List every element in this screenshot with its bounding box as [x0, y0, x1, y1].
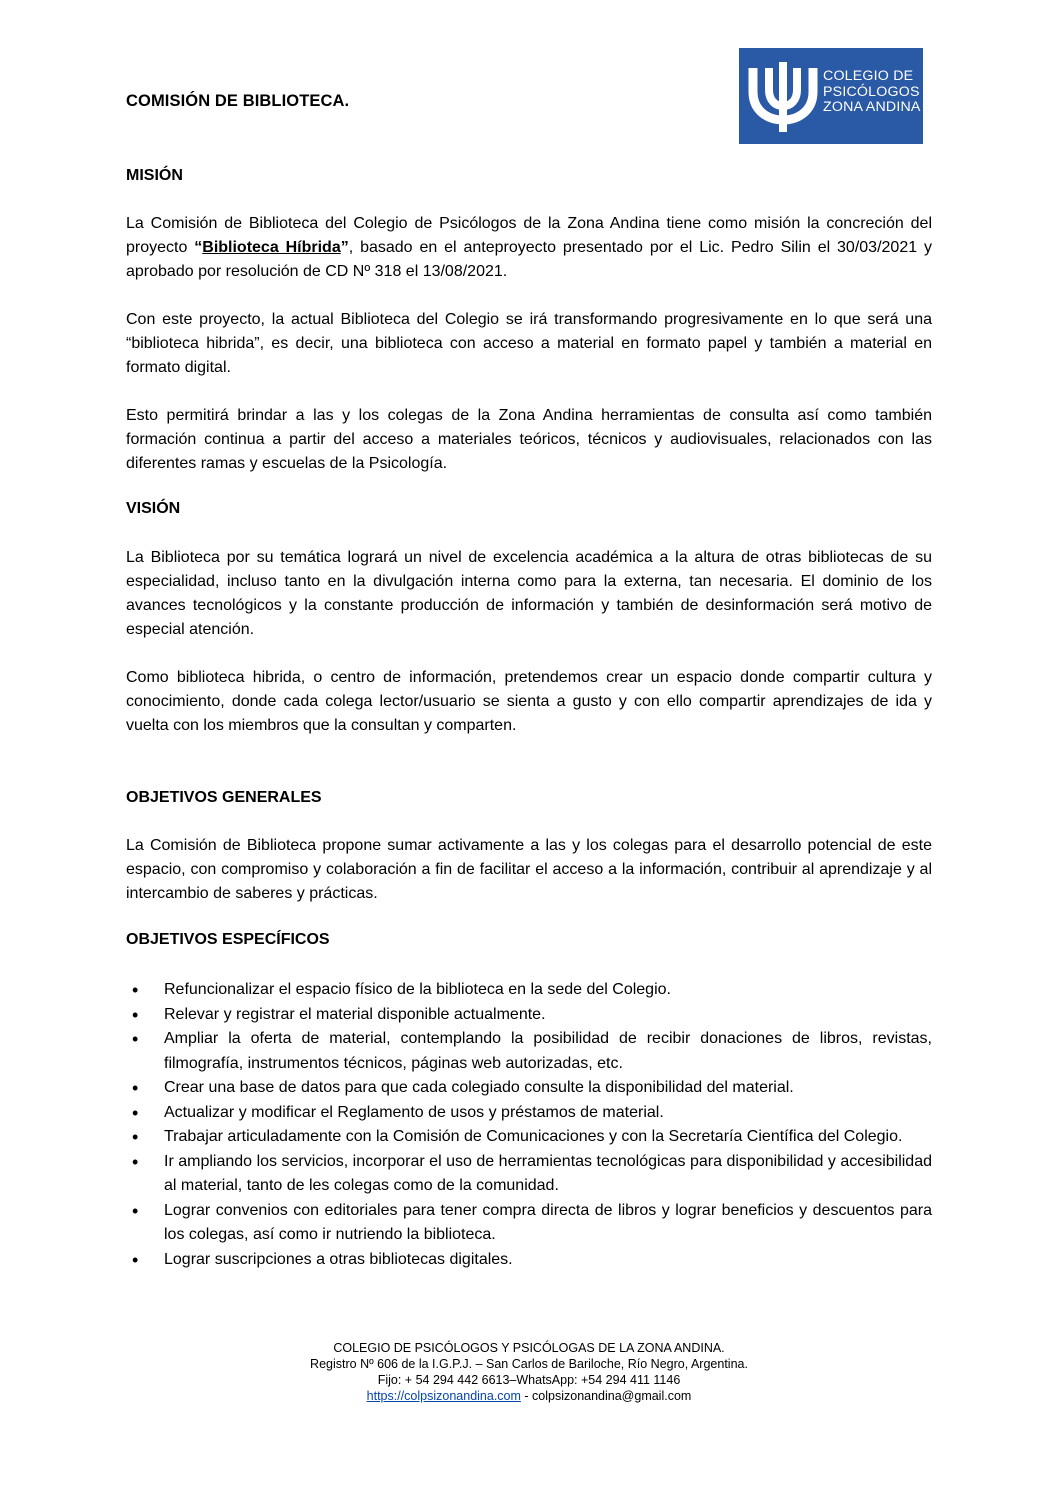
mision-p1-b: , basado en el anteproyecto presentado por el Lic. Pedro Silin el 30/03/2021 y aprobado por resolución de CD Nº 318 el 13/08/2021. [126, 239, 933, 280]
vision-paragraph-2: Como biblioteca hibrida, o centro de información, pretendemos crear un espacio donde compartir cultura y conocimiento, donde cada colega lector/usuario se sienta a gusto y con ello compartir aprendizajes de ida y vuelta con los miembros que la consultan y comparten. [126, 669, 932, 734]
list-item: • Actualizar y modificar el Reglamento de usos y préstamos de material. [126, 1101, 932, 1126]
mision-paragraph-1 [126, 212, 932, 284]
footer-line-3: Fijo: + 54 294 442 6613–WhatsApp: +54 294 411 1146 [377, 1373, 681, 1387]
biblioteca-hibrida-link[interactable]: Biblioteca Híbrida [202, 239, 341, 256]
vision-paragraph-1: La Biblioteca por su temática logrará un nivel de excelencia académica a la altura de otras bibliotecas de su especialidad, incluso tanto en la divulgación interna como para la externa, tan necesaria. El dominio de los avances tecnológicos y la constante producción de información y también de desinformación será motivo de especial atención. [126, 549, 932, 638]
list-item: • Lograr suscripciones a otras bibliotecas digitales. [126, 1248, 932, 1273]
footer-line-4 [0, 1388, 1058, 1404]
list-item: • Lograr convenios con editoriales para tener compra directa de libros y lograr beneficios y descuentos para los colegas, así como ir nutriendo la biblioteca. [126, 1199, 932, 1248]
logo-line-1: COLEGIO DE [823, 68, 914, 84]
list-item: • Relevar y registrar el material disponible actualmente. [126, 1003, 932, 1028]
website-link[interactable]: https://colpsizonandina.com [366, 1389, 521, 1403]
list-item: • Trabajar articuladamente con la Comisión de Comunicaciones y con la Secretaría Científica del Colegio. [126, 1125, 932, 1150]
footer-email: - colpsizonandina@gmail.com [520, 1389, 692, 1403]
objetivos-especificos-heading: OBJETIVOS ESPECÍFICOS [126, 931, 330, 948]
list-item: • Ampliar la oferta de material, contemplando la posibilidad de recibir donaciones de libros, revistas, filmografía, instrumentos técnicos, páginas web autorizadas, etc. [126, 1027, 932, 1076]
page-footer [0, 1340, 1058, 1404]
objetivos-especificos-list [126, 978, 932, 1272]
psi-icon [747, 62, 819, 132]
vision-heading: VISIÓN [126, 500, 181, 517]
mision-paragraph-3: Esto permitirá brindar a las y los colegas de la Zona Andina herramientas de consulta así como también formación continua a partir del acceso a materiales teóricos, técnicos y audiovisuales, relacionados con las diferentes ramas y escuelas de la Psicología. [126, 407, 932, 472]
logo-line-3: ZONA ANDINA [823, 99, 921, 115]
list-item: • Ir ampliando los servicios, incorporar el uso de herramientas tecnológicas para disponibilidad y accesibilidad al material, tanto de les colegas como de la comunidad. [126, 1150, 932, 1199]
mision-section [126, 167, 932, 185]
list-item: • Crear una base de datos para que cada colegiado consulte la disponibilidad del material. [126, 1076, 932, 1101]
colegio-logo [739, 48, 923, 144]
list-item: • Refuncionalizar el espacio físico de la biblioteca en la sede del Colegio. [126, 978, 932, 1003]
quote-open: “ [194, 239, 203, 256]
mision-paragraph-2: Con este proyecto, la actual Biblioteca del Colegio se irá transformando progresivamente en lo que será una “biblioteca hibrida”, es decir, una biblioteca con acceso a material en formato papel y también a material en formato digital. [126, 311, 932, 376]
footer-line-1: COLEGIO DE PSICÓLOGOS Y PSICÓLOGAS DE LA ZONA ANDINA. [333, 1341, 725, 1355]
mision-heading: MISIÓN [126, 167, 183, 184]
document-title: COMISIÓN DE BIBLIOTECA. [126, 92, 350, 110]
logo-line-2: PSICÓLOGOS [823, 83, 920, 100]
logo-text [823, 69, 921, 116]
objetivos-generales-heading: OBJETIVOS GENERALES [126, 789, 322, 806]
mision-p1-a: La Comisión de Biblioteca del Colegio de Psicólogos de la Zona Andina tiene como misión la concreción del proyecto [126, 215, 932, 256]
quote-close: ” [340, 239, 349, 256]
footer-line-2: Registro Nº 606 de la I.G.P.J. – San Carlos de Bariloche, Río Negro, Argentina. [310, 1357, 748, 1371]
objetivos-generales-paragraph: La Comisión de Biblioteca propone sumar activamente a las y los colegas para el desarrollo potencial de este espacio, con compromiso y colaboración a fin de facilitar el acceso a la información, contribuir al aprendizaje y al intercambio de saberes y prácticas. [126, 837, 932, 902]
